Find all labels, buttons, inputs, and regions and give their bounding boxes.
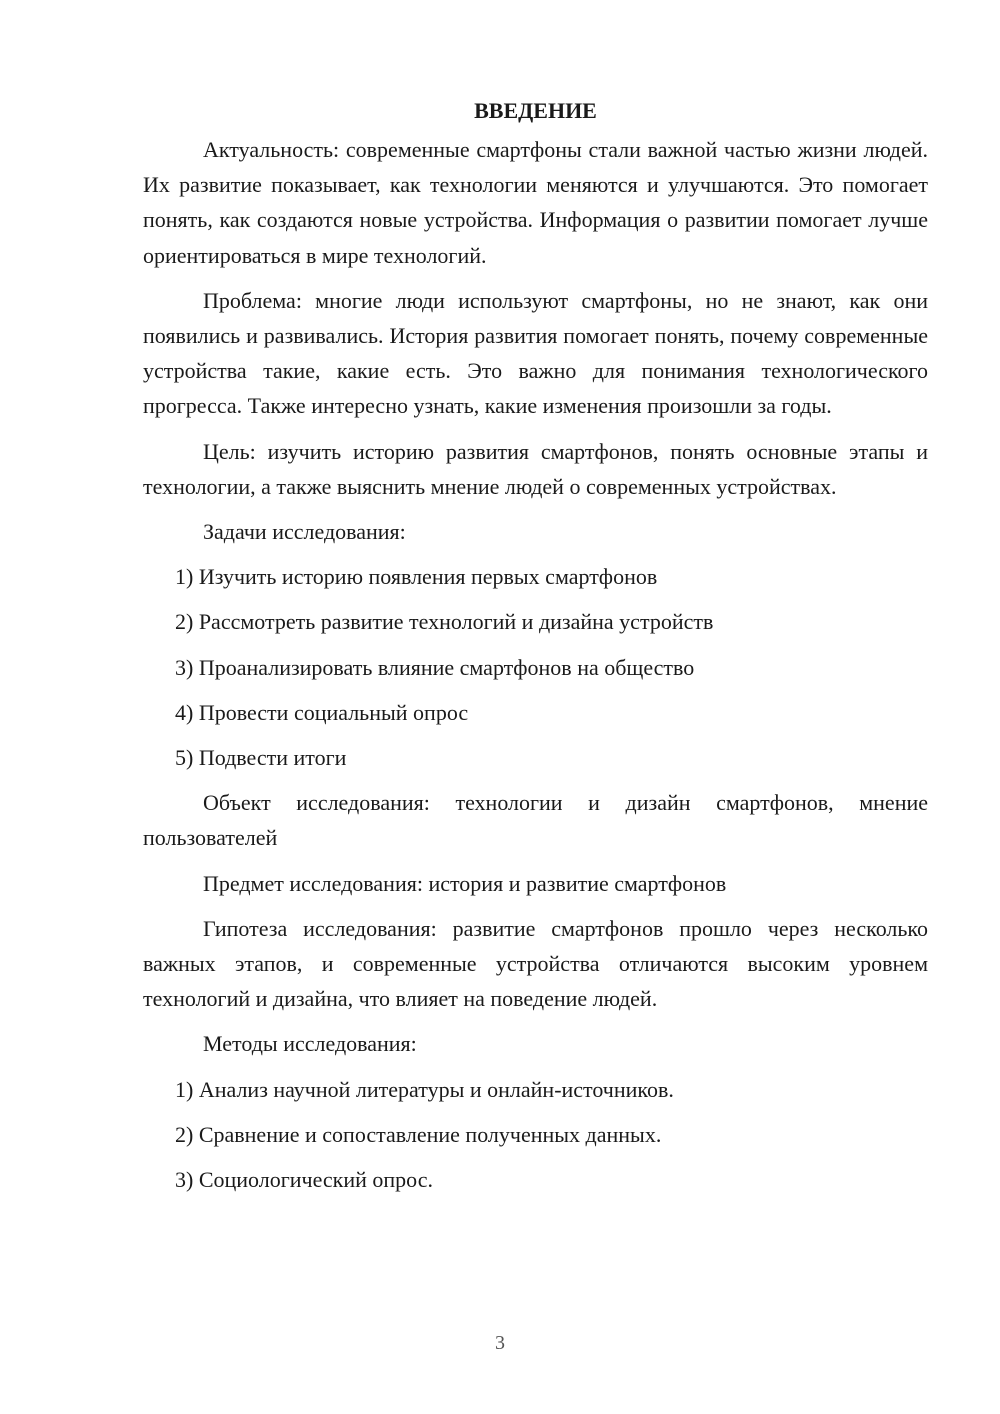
task-item-2: 2) Рассмотреть развитие технологий и дизайна устройств bbox=[175, 609, 714, 635]
paragraph-goal: Цель: изучить историю развития смартфонов, понять основные этапы и технологии, а также выяснить мнение людей о современных устройствах. bbox=[143, 438, 928, 499]
document-page bbox=[143, 90, 928, 1207]
method-item-3: 3) Социологический опрос. bbox=[175, 1167, 433, 1193]
task-item-3: 3) Проанализировать влияние смартфонов на общество bbox=[175, 654, 695, 680]
paragraph-hypothesis: Гипотеза исследования: развитие смартфонов прошло через несколько важных этапов, и современные устройства отличаются высоким уровнем технологий и дизайна, что влияет на поведение людей. bbox=[143, 915, 928, 1012]
task-item-4: 4) Провести социальный опрос bbox=[175, 699, 469, 725]
task-item-1: 1) Изучить историю появления первых смартфонов bbox=[175, 564, 658, 590]
paragraph-object: Объект исследования: технологии и дизайн смартфонов, мнение пользователей bbox=[143, 790, 928, 851]
task-item-5: 5) Подвести итоги bbox=[175, 745, 347, 771]
page-number: 3 bbox=[495, 1332, 505, 1354]
paragraph-problem: Проблема: многие люди используют смартфоны, но не знают, как они появились и развивались. История развития помогает понять, почему современные устройства такие, какие есть. Это важно для понимания технологического прогресса. Также интересно узнать, какие изменения произошли за годы. bbox=[143, 287, 928, 419]
section-title: ВВЕДЕНИЕ bbox=[474, 98, 597, 123]
method-item-1: 1) Анализ научной литературы и онлайн-источников. bbox=[175, 1076, 674, 1102]
method-item-2: 2) Сравнение и сопоставление полученных данных. bbox=[175, 1121, 662, 1147]
paragraph-subject: Предмет исследования: история и развитие смартфонов bbox=[203, 870, 727, 896]
paragraph-relevance: Актуальность: современные смартфоны стали важной частью жизни людей. Их развитие показывает, как технологии меняются и улучшаются. Это помогает понять, как создаются новые устройства. Информация о развитии помогает лучше ориентироваться в мире технологий. bbox=[143, 137, 928, 268]
tasks-heading: Задачи исследования: bbox=[203, 519, 406, 545]
methods-heading: Методы исследования: bbox=[203, 1031, 417, 1057]
